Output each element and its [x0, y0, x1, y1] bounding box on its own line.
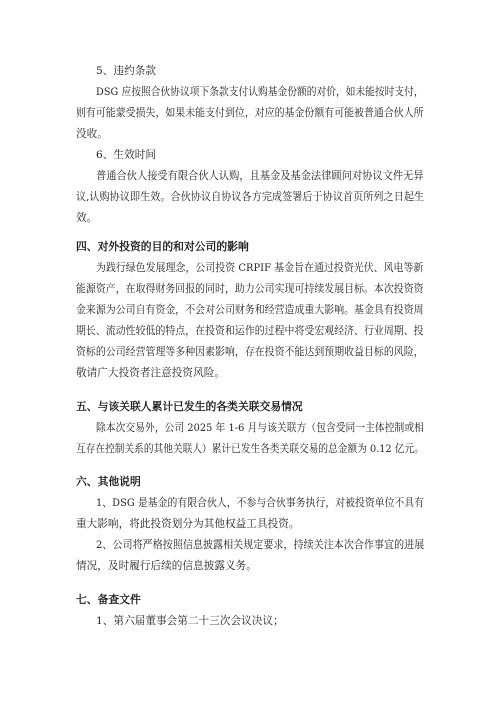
breach-line-1: DSG 应按照合伙协议项下条款支付认购基金份额的对价，如未能按时支付，: [96, 86, 424, 98]
breach-line-2: 则有可能蒙受损失，如果未能支付到位，对应的基金份额有可能被普通合伙人所: [76, 107, 424, 119]
other-line-3: 2、公司将严格按照信息披露相关规定要求，持续关注本次合作事宜的进展: [96, 539, 425, 551]
effective-line-1: 普通合伙人接受有限合伙人认购，且基金及基金法律顾问对协议文件无异: [96, 170, 424, 182]
purpose-line-2: 能源资产，在取得财务回报的同时，助力公司实现可持续发展目标。本次投资资: [76, 283, 424, 295]
filing-heading: 七、备查文件: [76, 593, 141, 606]
purpose-line-4: 期长、流动性较低的特点，在投资和运作的过程中将受宏观经济、行业周期、投: [76, 325, 424, 337]
purpose-line-1: 为践行绿色发展理念，公司投资 CRPIF 基金旨在通过投资光伏、风电等新: [96, 262, 424, 274]
other-line-2: 重大影响，将此投资划分为其他权益工具投资。: [76, 518, 300, 530]
purpose-line-5: 资标的公司经营管理等多种因素影响，存在投资不能达到预期收益目标的风险，: [76, 346, 424, 358]
purpose-line-3: 金来源为公司自有资金，不会对公司财务和经营造成重大影响。基金具有投资周: [76, 304, 424, 316]
effective-line-3: 效。: [76, 212, 98, 224]
effective-title: 6、生效时间: [96, 149, 157, 161]
other-line-1: 1、DSG 是基金的有限合伙人，不参与合伙事务执行，对被投资单位不具有: [96, 497, 425, 509]
filing-line-1: 1、第六届董事会第二十三次会议决议；: [96, 615, 284, 627]
other-heading: 六、其他说明: [76, 475, 141, 488]
related-line-1: 除本次交易外，公司 2025 年 1-6 月与该关联方（包含受同一主体控制或相: [96, 422, 424, 434]
purpose-heading: 四、对外投资的目的和对公司的影响: [76, 240, 249, 253]
breach-line-3: 没收。: [76, 128, 108, 140]
other-line-4: 情况，及时履行后续的信息披露义务。: [76, 560, 257, 572]
related-heading: 五、与该关联人累计已发生的各类关联交易情况: [76, 400, 303, 413]
breach-title: 5、违约条款: [96, 65, 157, 77]
effective-line-2: 议,认购协议即生效。合伙协议自协议各方完成签署后于协议首页所列之日起生: [76, 191, 425, 203]
purpose-line-6: 敬请广大投资者注意投资风险。: [76, 367, 226, 379]
related-line-2: 互存在控制关系的其他关联人）累计已发生各类关联交易的总金额为 0.12 亿元。: [76, 443, 424, 455]
